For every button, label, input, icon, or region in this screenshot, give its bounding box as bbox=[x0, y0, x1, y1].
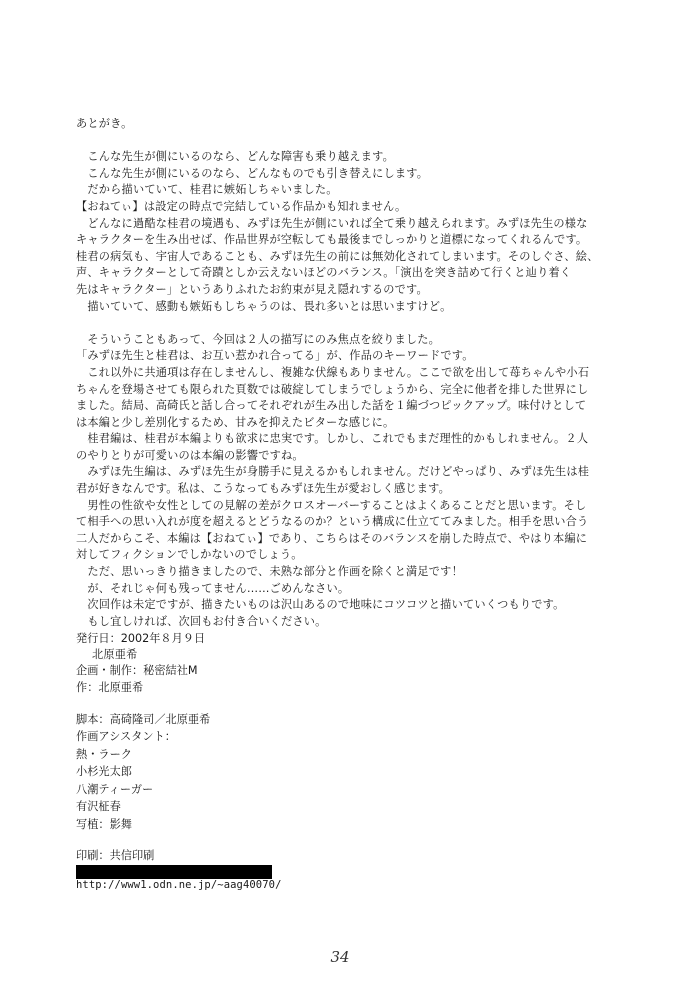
text-line: ました。結局、高碕氏と話し合ってそれぞれが生み出した話を１編づつピックアップ。味付けとして bbox=[76, 399, 587, 413]
text-line: は本編と少し差別化するため、甘みを抑えたビターな感じに。 bbox=[76, 415, 395, 429]
printing-credit: 印刷：共信印刷 bbox=[76, 849, 155, 862]
text-line: もし宜しければ、次回もお付き合いください。 bbox=[76, 614, 327, 628]
page-number: 34 bbox=[330, 948, 350, 966]
text-line: だから描いていて、桂君に嫉妬しちゃいました。 bbox=[76, 183, 338, 197]
afterword-body bbox=[76, 116, 636, 664]
author-credit: 作：北原亜希 bbox=[76, 681, 144, 694]
text-line: て相手への思い入れが度を超えるとどうなるのか？という構成に仕立ててみました。相手を思い合う bbox=[76, 515, 589, 529]
assistants-label: 作画アシスタント： bbox=[76, 730, 176, 743]
text-line: が、それじゃ何も残ってません……ごめんなさい。 bbox=[76, 581, 350, 595]
text-line: みずほ先生編は、みずほ先生が身勝手に見えるかもしれません。だけどやっぱり、みずほ先生は桂 bbox=[76, 465, 590, 479]
text-line: こんな先生が側にいるのなら、どんな障害も乗り越えます。 bbox=[76, 150, 394, 164]
text-line: 桂君の病気も、宇宙人であることも、みずほ先生の前には無効化されてしまいます。そのしぐさ、絵、 bbox=[76, 249, 599, 263]
website-url: http://www1.odn.ne.jp/~aag40070/ bbox=[76, 879, 282, 891]
text-line: 桂君編は、桂君が本編よりも欲求に忠実です。しかし、これでもまだ理性的かもしれません。２人 bbox=[76, 432, 589, 446]
script-credit: 脚本：高碕隆司／北原亜希 bbox=[76, 712, 211, 726]
text-line: 二人だからこそ、本編は【おねてぃ】であり、こちらはそのバランスを崩した時点で、やはり本編に bbox=[76, 531, 588, 545]
assistant-name: 八潮ティーガー bbox=[76, 782, 154, 796]
text-line: どんなに過酷な桂君の境遇も、みずほ先生が側にいれば全て乗り越えられます。みずほ先生の様な bbox=[76, 216, 588, 230]
text-line: そういうこともあって、今回は２人の描写にのみ焦点を絞りました。 bbox=[76, 332, 441, 346]
assistant-name: 熱・ラーク bbox=[76, 747, 132, 761]
assistant-name: 有沢柾春 bbox=[76, 800, 121, 813]
text-line: 君が好きなんです。私は、こうなってもみずほ先生が愛おしく感じます。 bbox=[76, 482, 450, 496]
text-line: のやりとりが可愛いのは本編の影響ですね。 bbox=[76, 448, 304, 462]
afterword-heading: あとがき。 bbox=[76, 117, 133, 130]
text-line: 先はキャラクター」というありふれたお約束が見え隠れするのです。 bbox=[76, 282, 428, 296]
text-line: 描いていて、感動も嫉妬もしちゃうのは、畏れ多いとは思いますけど。 bbox=[76, 299, 452, 313]
text-line: 【おねてぃ】は設定の時点で完結している作品かも知れません。 bbox=[76, 199, 407, 213]
lettering-credit: 写植：影舞 bbox=[76, 817, 132, 831]
text-line: 次回作は未定ですが、描きたいものは沢山あるので地味にコツコツと描いていくつもりです。 bbox=[76, 598, 565, 612]
text-line: 声、キャラクターとして奇蹟としか云えないほどのバランス。「演出を突き詰めて行くと辿り着く bbox=[76, 266, 572, 280]
text-line: ただ、思いっきり描きましたので、未熟な部分と作画を除くと満足です！ bbox=[76, 565, 463, 579]
text-line: 対してフィクションでしかないのでしょう。 bbox=[76, 548, 303, 562]
text-line: キャラクターを生み出せば、作品世界が空転しても最後までしっかりと道標になってくれるんです。 bbox=[76, 233, 588, 247]
text-line: こんな先生が側にいるのなら、どんなものでも引き替えにします。 bbox=[76, 166, 429, 180]
text-line: 男性の性欲や女性としての見解の差がクロスオーバーすることはよくあることだと思います。そし bbox=[76, 498, 587, 512]
planning-credit: 企画・制作：秘密結社M bbox=[76, 663, 198, 677]
colophon bbox=[76, 630, 476, 865]
assistant-name: 小杉光太郎 bbox=[76, 765, 132, 778]
redaction-bar bbox=[76, 865, 272, 879]
author-signature: 北原亜希 bbox=[92, 648, 138, 661]
text-line: ちゃんを登場させても限られた頁数では破綻してしまうでしょうから、完全に他者を排した世界にし bbox=[76, 382, 589, 396]
text-line: これ以外に共通項は存在しませんし、複雑な伏線もありません。ここで欲を出して苺ちゃんや小石 bbox=[76, 365, 590, 379]
issue-date: 発行日：2002年８月９日 bbox=[76, 632, 206, 645]
text-line: 「みずほ先生と桂君は、お互い惹かれ合ってる」が、作品のキーワードです。 bbox=[76, 349, 474, 363]
